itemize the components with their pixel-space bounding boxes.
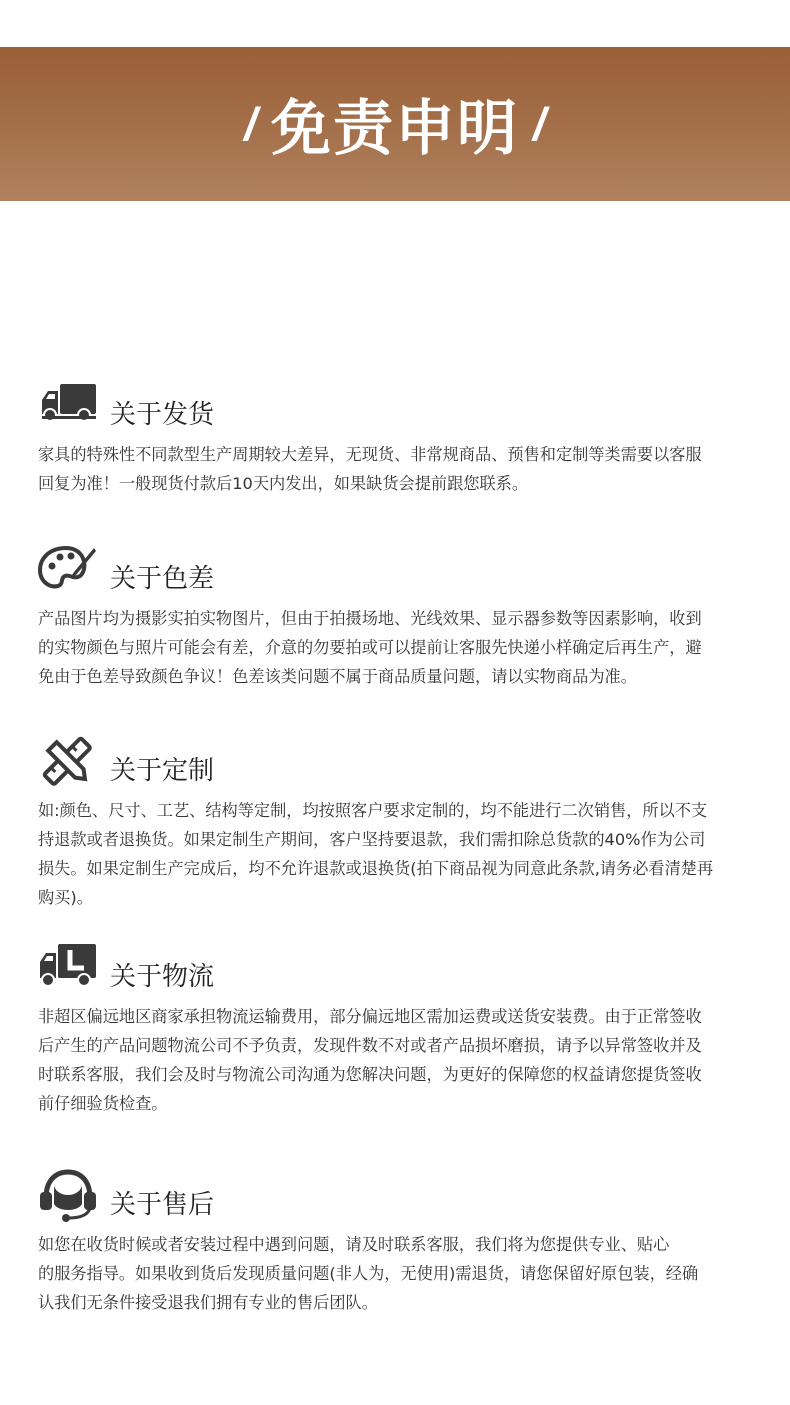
section-header	[38, 940, 758, 1002]
paragraph-line: 后产生的产品问题物流公司不予负责，发现件数不对或者产品损坏磨损，请予以异常签收并及	[38, 1036, 702, 1055]
section-title: 关于色差	[110, 564, 215, 594]
paragraph-line: 的服务指导。如果收到货后发现质量问题(非人为，无使用)需退货，请您保留好原包装，经确	[38, 1264, 699, 1283]
paragraph-line: 家具的特殊性不同款型生产周期较大差异，无现货、非常规商品、预售和定制等类需要以客服	[38, 445, 702, 464]
page-title: 免责申明	[271, 94, 519, 164]
section-after-sales	[38, 1168, 758, 1317]
slash-left: /	[244, 98, 257, 150]
section-title: 关于物流	[110, 962, 215, 992]
section-body	[38, 1230, 758, 1317]
section-body	[38, 604, 758, 691]
section-title: 关于售后	[110, 1190, 215, 1220]
section-header	[38, 734, 758, 796]
paragraph-line: 非超区偏远地区商家承担物流运输费用，部分偏远地区需加运费或送货安装费。由于正常签收	[38, 1007, 702, 1026]
paragraph-line: 产品图片均为摄影实拍实物图片，但由于拍摄场地、光线效果、显示器参数等因素影响，收到	[38, 609, 702, 628]
headset-service-icon	[38, 1168, 98, 1226]
section-title: 关于发货	[110, 400, 215, 430]
paragraph-line: 购买)。	[38, 888, 93, 907]
header-banner	[0, 47, 790, 201]
delivery-truck-icon	[38, 378, 98, 436]
section-color-difference	[38, 542, 758, 691]
paragraph-line: 时联系客服，我们会及时与物流公司沟通为您解决问题，为更好的保障您的权益请您提货签收	[38, 1065, 702, 1084]
paragraph-line: 如您在收货时候或者安装过程中遇到问题，请及时联系客服，我们将为您提供专业、贴心	[38, 1235, 670, 1254]
paint-palette-icon	[38, 542, 98, 600]
logistics-truck-icon	[38, 940, 98, 998]
section-customization	[38, 734, 758, 912]
paragraph-line: 前仔细验货检查。	[38, 1094, 168, 1113]
pencil-ruler-icon	[38, 734, 98, 792]
section-title: 关于定制	[110, 756, 215, 786]
paragraph-line: 如:颜色、尺寸、工艺、结构等定制，均按照客户要求定制的，均不能进行二次销售，所以不支	[38, 801, 708, 820]
slash-right: /	[533, 98, 546, 150]
section-header	[38, 1168, 758, 1230]
section-header	[38, 542, 758, 604]
paragraph-line: 持退款或者退换货。如果定制生产期间，客户坚持要退款，我们需扣除总货款的40%作为公司	[38, 830, 706, 849]
paragraph-line: 的实物颜色与照片可能会有差，介意的勿要拍或可以提前让客服先快递小样确定后再生产，避	[38, 638, 702, 657]
section-body	[38, 1002, 758, 1118]
paragraph-line: 认我们无条件接受退我们拥有专业的售后团队。	[38, 1293, 378, 1312]
paragraph-line: 免由于色差导致颜色争议！色差该类问题不属于商品质量问题，请以实物商品为准。	[38, 667, 637, 686]
section-logistics	[38, 940, 758, 1118]
section-header	[38, 378, 758, 440]
section-shipping	[38, 378, 758, 498]
section-body	[38, 440, 758, 498]
paragraph-line: 损失。如果定制生产完成后，均不允许退款或退换货(拍下商品视为同意此条款,请务必看清楚再	[38, 859, 714, 878]
banner-title-row	[0, 47, 790, 201]
section-body	[38, 796, 758, 912]
paragraph-line: 回复为准！一般现货付款后10天内发出，如果缺货会提前跟您联系。	[38, 474, 529, 493]
